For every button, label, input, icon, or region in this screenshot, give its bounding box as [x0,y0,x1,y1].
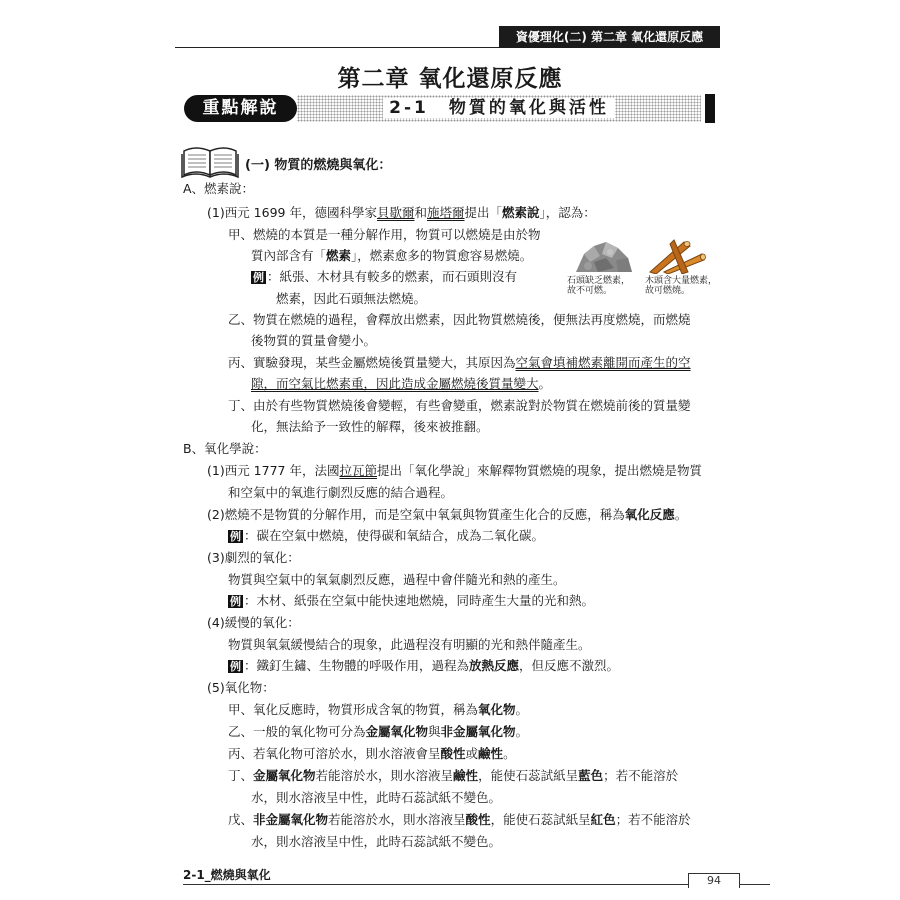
part-b-p5-jia: 甲、氧化反應時，物質形成含氧的物質，稱為氧化物。 [228,702,529,717]
part-b-p2-example: 例 ：碳在空氣中燃燒，使得碳和氧結合，成為二氧化碳。 [230,528,545,543]
example-tag: 例 [253,271,264,284]
part-a-yi-line1: 乙、物質在燃燒的過程，會釋放出燃素，因此物質燃燒後，便無法再度燃燒，而燃燒 [228,312,691,327]
part-b-title: B、氧化學說： [183,441,267,456]
part-b-p5-wu-line1: 戊、非金屬氧化物若能溶於水，則水溶液呈酸性，能使石蕊試紙呈紅色；若不能溶於 [228,812,691,827]
example-tag: 例 [230,660,241,673]
part-a-ding-line2: 化，無法給予一致性的解釋，後來被推翻。 [251,419,489,434]
part-b-p5-yi: 乙、一般的氧化物可分為金屬氧化物與非金屬氧化物。 [228,724,529,739]
key-points-badge: 重點解說 [184,95,297,122]
part-a-ding-line1: 丁、由於有些物質燃燒後會變輕，有些會變重，燃素說對於物質在燃燒前後的質量變 [228,398,691,413]
part-a-jia-line2: 質內部含有「燃素」，燃素愈多的物質愈容易燃燒。 [251,248,533,263]
part-b-p3-example: 例 ：木材、紙張在空氣中能快速地燃燒，同時產生大量的光和熱。 [230,593,595,608]
part-b-p5-wu-line2: 水，則水溶液呈中性，此時石蕊試紙不變色。 [251,834,502,849]
part-b-p4-title: (4)緩慢的氧化： [207,615,300,630]
running-header: 資優理化(二) 第二章 氧化還原反應 [499,26,720,48]
section-title: 2-1 物質的氧化與活性 [297,95,701,122]
part-a-bing-line2: 隙，而空氣比燃素重，因此造成金屬燃燒後質量變大。 [251,376,552,391]
part-b-p2: (2)燃燒不是物質的分解作用，而是空氣中氧氣與物質產生化合的反應，稱為氧化反應。 [207,507,688,522]
footer-section-label: 2-1_燃燒與氧化 [183,868,271,882]
part-a-bing-line1: 丙、實驗發現，某些金屬燃燒後質量變大，其原因為空氣會填補燃素離開而產生的空 [228,355,691,370]
example-tag: 例 [230,530,241,543]
part-b-p3-title: (3)劇烈的氧化： [207,550,300,565]
part-b-p3-text: 物質與空氣中的氧氣劇烈反應，過程中會伴隨光和熱的產生。 [228,572,566,587]
part-b-p4-text: 物質與氧氣緩慢結合的現象，此過程沒有明顯的光和熱伴隨產生。 [228,637,591,652]
part-b-p5-ding-line2: 水，則水溶液呈中性，此時石蕊試紙不變色。 [251,790,502,805]
part-a-yi-line2: 後物質的質量會變小。 [251,333,377,348]
part-b-p4-example: 例 ：鐵釘生鏽、生物體的呼吸作用，過程為放熱反應，但反應不激烈。 [230,658,620,673]
part-b-p1-line2: 和空氣中的氧進行劇烈反應的結合過程。 [228,485,454,500]
open-book-icon [180,141,240,179]
part-a-jia-example-cont: 燃素，因此石頭無法燃燒。 [276,291,427,306]
rock-pile-image [572,232,634,274]
part-b-p1-line1: (1)西元 1777 年，法國拉瓦節提出「氧化學說」來解釋物質燃燒的現象，提出燃燒是物質 [207,463,702,478]
part-a-title: A、燃素說： [183,181,255,196]
footer-rule [183,884,770,885]
part-a-p1: (1)西元 1699 年，德國科學家貝歇爾和施塔爾提出「燃素說」，認為： [207,205,596,220]
chapter-title: 第二章 氧化還原反應 [337,65,563,92]
wood-caption: 木頭含大量燃素，故可燃燒。 [645,276,718,296]
subheading: (一) 物質的燃燒與氧化： [245,158,392,173]
part-b-p5-title: (5)氧化物： [207,680,275,695]
part-b-p5-bing: 丙、若氧化物可溶於水，則水溶液會呈酸性或鹼性。 [228,746,516,761]
wood-logs-image [644,232,710,274]
part-b-p5-ding-line1: 丁、金屬氧化物若能溶於水，則水溶液呈鹼性，能使石蕊試紙呈藍色；若不能溶於 [228,768,679,783]
part-a-jia-example: 例 ：紙張、木材具有較多的燃素，而石頭則沒有 [253,269,518,284]
page-number: 94 [688,873,740,888]
section-end-bar [705,94,715,123]
example-tag: 例 [230,595,241,608]
part-a-jia-line1: 甲、燃燒的本質是一種分解作用，物質可以燃燒是由於物 [228,227,541,242]
rock-caption: 石頭缺乏燃素，故不可燃。 [567,276,631,296]
